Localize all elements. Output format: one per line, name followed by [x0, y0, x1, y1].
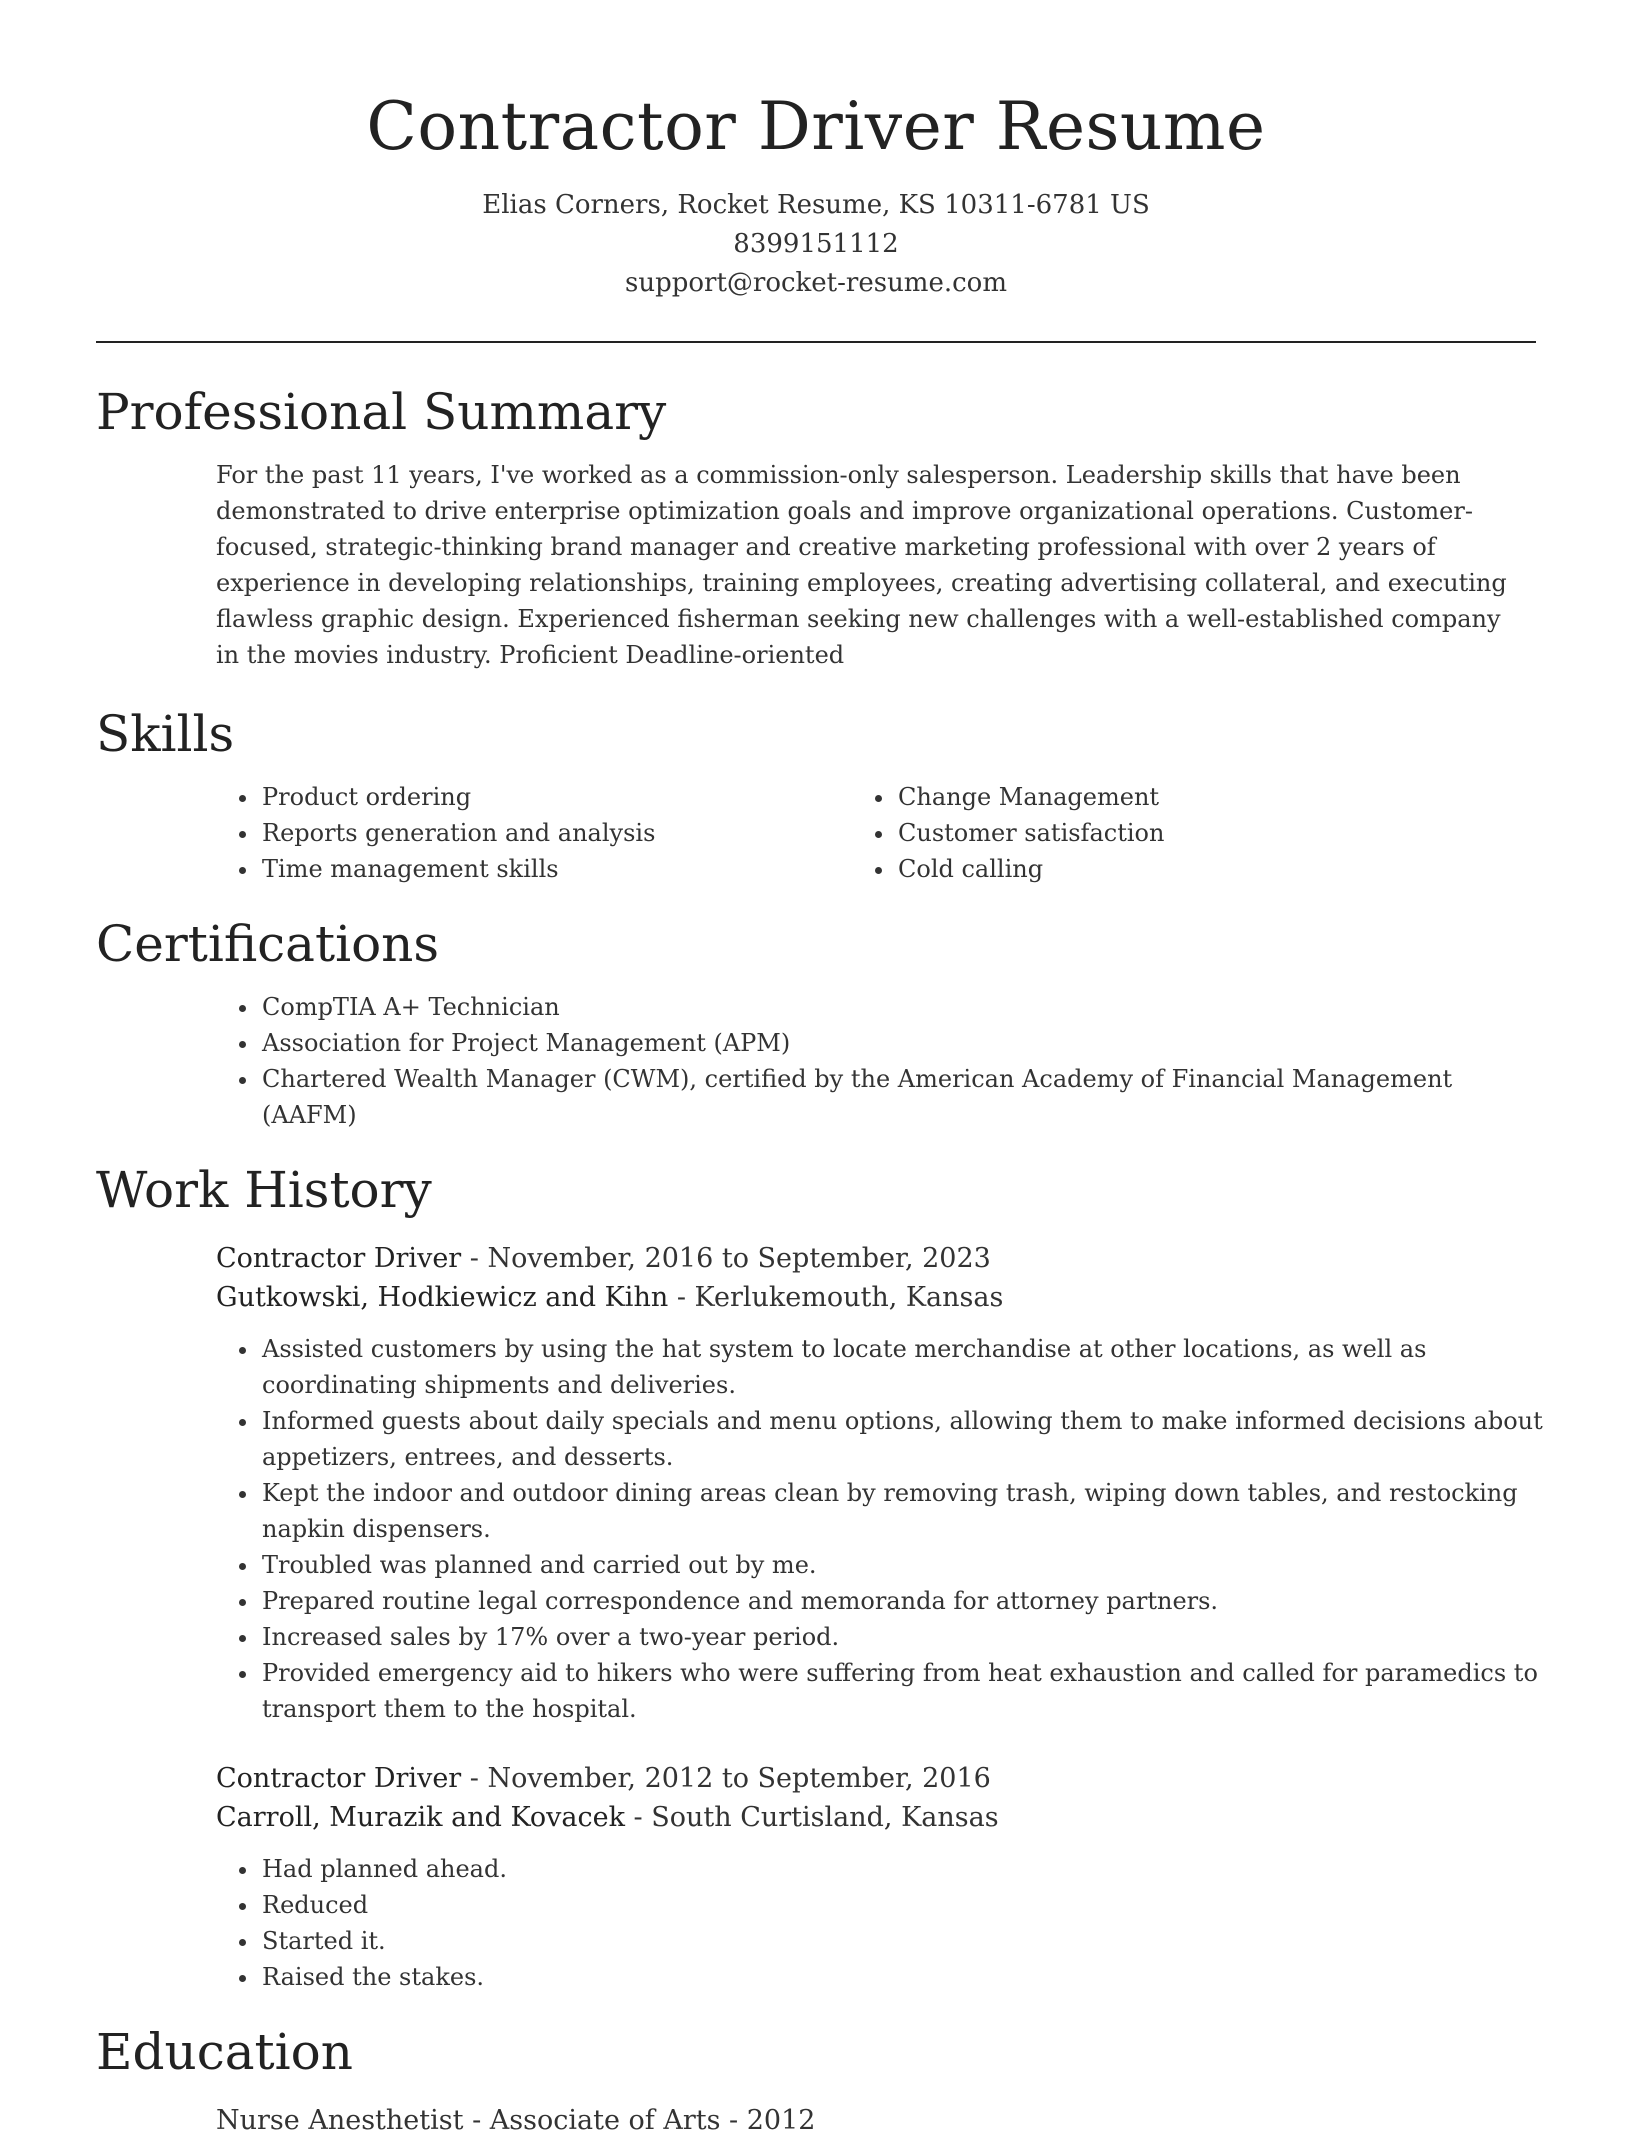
skills-section	[96, 699, 1536, 887]
job-duty-item: • Troubled was planned and carried out by me.	[260, 1547, 1550, 1583]
education-detail: - Associate of Arts - 2012	[463, 2105, 816, 2136]
education-degree: Nurse Anesthetist	[216, 2105, 464, 2136]
job-title-line	[216, 1759, 1536, 1798]
skill-item: • Cold calling	[896, 851, 1164, 887]
skill-item: • Change Management	[896, 779, 1164, 815]
phone-text: 8399151112	[733, 229, 899, 259]
work-history-section	[96, 1155, 1543, 1995]
certifications-section	[96, 909, 1536, 1133]
email-text: support@rocket-resume.com	[624, 268, 1007, 298]
resume-title: Contractor Driver Resume	[366, 88, 1266, 165]
job-duty-item: • Prepared routine legal correspondence and memoranda for attorney partners.	[260, 1583, 1550, 1619]
certifications-list	[96, 989, 1536, 1133]
summary-heading: Professional Summary	[96, 383, 667, 441]
job-duty-item: • Assisted customers by using the hat system to locate merchandise at other locations, as well as coordinating shipments and deliveries.	[260, 1331, 1550, 1403]
certifications-heading: Certifications	[96, 915, 440, 973]
education-entry	[216, 2101, 1536, 2140]
job-duty-item: • Informed guests about daily specials and menu options, allowing them to make informed decisions about appetizers, entrees, and desserts.	[260, 1403, 1550, 1475]
job-duty-item: • Kept the indoor and outdoor dining areas clean by removing trash, wiping down tables, and restocking napkin dispensers.	[260, 1475, 1550, 1547]
skill-item: • Product ordering	[260, 779, 746, 815]
skill-item: • Time management skills	[260, 851, 746, 887]
education-heading: Education	[96, 2023, 353, 2081]
certification-item: • Association for Project Management (APM)	[260, 1025, 1536, 1061]
education-section	[96, 2017, 1536, 2140]
header-divider	[96, 341, 1536, 343]
job-duties-list	[216, 1331, 1550, 1727]
skills-grid	[96, 779, 1536, 887]
job-dates: - November, 2012 to September, 2016	[461, 1763, 991, 1794]
job-duty-item: • Started it.	[260, 1923, 1550, 1959]
job-duty-item: • Reduced	[260, 1887, 1550, 1923]
resume-header	[96, 0, 1536, 303]
address-text: Elias Corners, Rocket Resume, KS 10311-6781 US	[482, 190, 1150, 220]
skills-list-1	[96, 779, 746, 887]
job-duty-item: • Increased sales by 17% over a two-year period.	[260, 1619, 1550, 1655]
job-entry	[216, 1239, 1543, 1727]
job-duty-item: • Had planned ahead.	[260, 1851, 1550, 1887]
job-company: Gutkowski, Hodkiewicz and Kihn	[216, 1282, 669, 1313]
job-role: Contractor Driver	[216, 1763, 462, 1794]
work-history-heading: Work History	[96, 1161, 432, 1219]
job-entry	[216, 1759, 1536, 1995]
job-location: - South Curtisland, Kansas	[624, 1802, 999, 1833]
skills-column-2	[746, 779, 1164, 887]
contact-info	[96, 186, 1536, 303]
summary-section	[96, 377, 1536, 673]
skill-item: • Reports generation and analysis	[260, 815, 746, 851]
job-company-line	[216, 1798, 1536, 1837]
job-location: - Kerlukemouth, Kansas	[668, 1282, 1004, 1313]
resume-page	[96, 0, 1543, 2140]
skills-list-2	[746, 779, 1164, 887]
skill-item: • Customer satisfaction	[896, 815, 1164, 851]
job-duty-item: • Provided emergency aid to hikers who were suffering from heat exhaustion and called for paramedics to transport them to the hospital.	[260, 1655, 1550, 1727]
job-title-line	[216, 1239, 1536, 1278]
job-dates: - November, 2016 to September, 2023	[461, 1243, 991, 1274]
skills-heading: Skills	[96, 705, 235, 763]
job-company-line	[216, 1278, 1536, 1317]
summary-text: For the past 11 years, I've worked as a commission-only salesperson. Leadership skills that have been demonstrated to drive enterprise optimization goals and improve organizational operations. Customer-focused, strategic-thinking brand manager and creative marketing professional with over 2 years of experience in developing relationships, training employees, creating advertising collateral, and executing flawless graphic design. Experienced fisherman seeking new challenges with a well-established company in the movies industry. Proficient Deadline-oriented	[216, 461, 1507, 669]
job-duty-item: • Raised the stakes.	[260, 1959, 1550, 1995]
certification-item: • Chartered Wealth Manager (CWM), certified by the American Academy of Financial Management (AAFM)	[260, 1061, 1536, 1133]
job-company: Carroll, Murazik and Kovacek	[216, 1802, 625, 1833]
job-role: Contractor Driver	[216, 1243, 462, 1274]
certification-item: • CompTIA A+ Technician	[260, 989, 1536, 1025]
skills-column-1	[96, 779, 746, 887]
job-duties-list	[216, 1851, 1550, 1995]
